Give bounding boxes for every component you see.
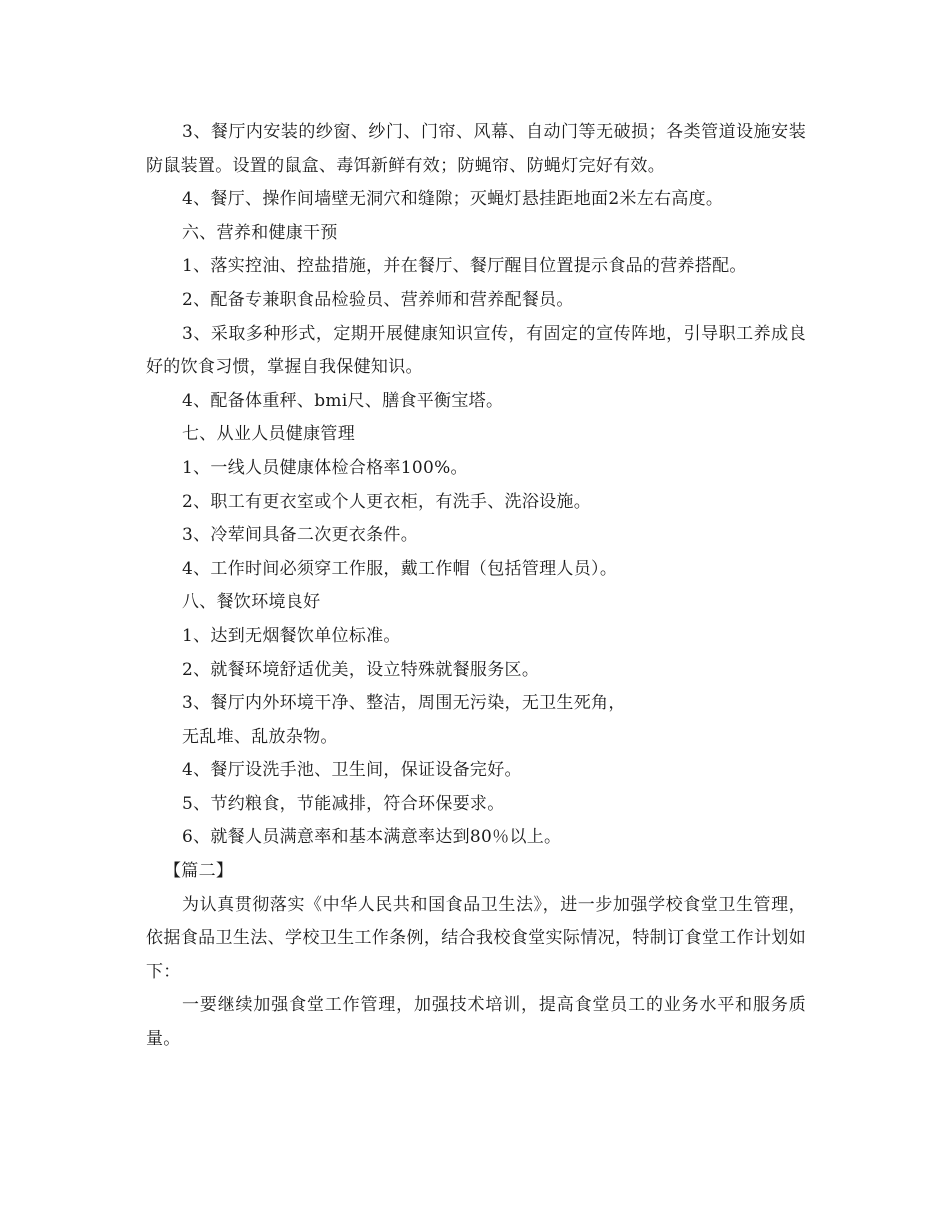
paragraph-14: 1、达到无烟餐饮单位标准。: [182, 625, 401, 646]
document-body: [146, 116, 806, 1057]
paragraph-9: 1、一线人员健康体检合格率100%。: [182, 457, 468, 478]
section-heading-8: 八、餐饮环境良好: [182, 592, 321, 613]
part-two-heading: 【篇二】: [164, 861, 234, 882]
paragraph-16: 3、餐厅内外环境干净、整洁，周围无污染，无卫生死角，: [182, 693, 626, 714]
section-heading-7: 七、从业人员健康管理: [182, 424, 355, 445]
paragraph-23: 一要继续加强食堂工作管理，加强技术培训，提高食堂员工的业务水平和服务质量。: [146, 995, 806, 1050]
paragraph-1: 3、餐厅内安装的纱窗、纱门、门帘、风幕、自动门等无破损；各类管道设施安装防鼠装置。设置的鼠盒、毒饵新鲜有效；防蝇帘、防蝇灯完好有效。: [146, 122, 806, 176]
paragraph-6: 3、采取多种形式，定期开展健康知识宣传，有固定的宣传阵地，引导职工养成良好的饮食习惯，掌握自我保健知识。: [146, 323, 806, 378]
paragraph-11: 3、冷荤间具备二次更衣条件。: [182, 525, 419, 546]
paragraph-7: 4、配备体重秤、bmi尺、膳食平衡宝塔。: [182, 390, 504, 411]
paragraph-15: 2、就餐环境舒适优美，设立特殊就餐服务区。: [182, 659, 540, 680]
paragraph-4: 1、落实控油、控盐措施，并在餐厅、餐厅醒目位置提示食品的营养搭配。: [182, 256, 747, 277]
section-heading-6: 六、营养和健康干预: [182, 222, 338, 243]
paragraph-12: 4、工作时间必须穿工作服，戴工作帽（包括管理人员）。: [182, 558, 618, 579]
paragraph-5: 2、配备专兼职食品检验员、营养师和营养配餐员。: [182, 289, 574, 310]
paragraph-19: 5、节约粮食，节能减排，符合环保要求。: [182, 793, 505, 814]
paragraph-2: 4、餐厅、操作间墙壁无洞穴和缝隙；灭蝇灯悬挂距地面2米左右高度。: [182, 189, 724, 210]
paragraph-10: 2、职工有更衣室或个人更衣柜，有洗手、洗浴设施。: [182, 491, 592, 512]
paragraph-20: 6、就餐人员满意率和基本满意率达到80％以上。: [182, 827, 562, 848]
paragraph-17: 无乱堆、乱放杂物。: [182, 726, 338, 747]
paragraph-22: 为认真贯彻落实《中华人民共和国食品卫生法》，进一步加强学校食堂卫生管理，依据食品卫生法、学校卫生工作条例，结合我校食堂实际情况，特制订食堂工作计划如下：: [146, 894, 806, 982]
paragraph-18: 4、餐厅设洗手池、卫生间，保证设备完好。: [182, 760, 522, 781]
